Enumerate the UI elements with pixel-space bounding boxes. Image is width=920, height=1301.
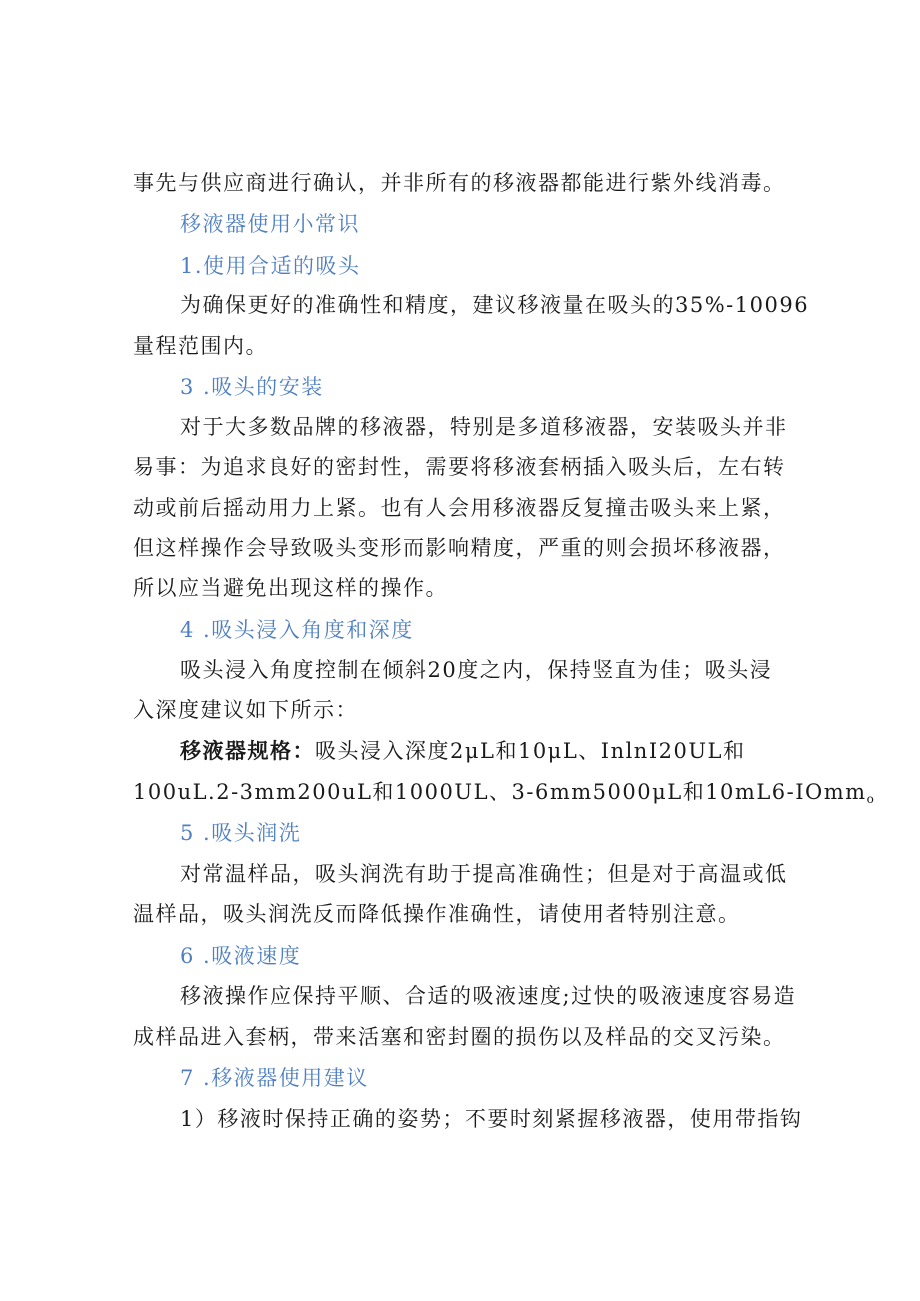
intro-paragraph-tail: 事先与供应商进行确认，并非所有的移液器都能进行紫外线消毒。 bbox=[133, 171, 786, 195]
paragraph-1-line-1: 为确保更好的准确性和精度，建议移液量在吸头的35%-10096 bbox=[180, 293, 810, 317]
heading-6: 6 .吸液速度 bbox=[180, 944, 302, 968]
spec-line-2-text: 100uL.2-3mm200uL和1000UL、3-6mm5000μL和10mL6-IOmm bbox=[133, 780, 867, 804]
heading-3: 3 .吸头的安装 bbox=[180, 375, 324, 399]
heading-5: 5 .吸头润洗 bbox=[180, 821, 302, 845]
paragraph-3-line-5: 所以应当避免出现这样的操作。 bbox=[133, 576, 448, 600]
heading-1: 1.使用合适的吸头 bbox=[180, 254, 361, 278]
spec-label: 移液器规格： bbox=[180, 738, 315, 763]
paragraph-5-line-2: 温样品，吸头润洗反而降低操作准确性，请使用者特别注意。 bbox=[133, 902, 741, 926]
paragraph-4-line-2: 入深度建议如下所示： bbox=[133, 698, 358, 722]
spec-line-1 bbox=[180, 736, 746, 766]
paragraph-4-line-1: 吸头浸入角度控制在倾斜20度之内，保持竖直为佳；吸头浸 bbox=[180, 658, 773, 682]
spec-line-2-subscript: o bbox=[866, 792, 874, 806]
paragraph-3-line-3: 动或前后摇动用力上紧。也有人会用移液器反复撞击吸头来上紧， bbox=[133, 496, 786, 520]
heading-7: 7 .移液器使用建议 bbox=[180, 1066, 369, 1090]
spec-line-2 bbox=[133, 777, 874, 814]
paragraph-7-line-1: 1）移液时保持正确的姿势；不要时刻紧握移液器，使用带指钩 bbox=[180, 1107, 803, 1131]
paragraph-3-line-2: 易事：为追求良好的密封性，需要将移液套柄插入吸头后，左右转 bbox=[133, 455, 786, 479]
spec-line-1-text: 吸头浸入深度2μL和10μL、InlnI20UL和 bbox=[315, 739, 746, 763]
paragraph-6-line-1: 移液操作应保持平顺、合适的吸液速度;过快的吸液速度容易造 bbox=[180, 984, 797, 1008]
paragraph-3-line-4: 但这样操作会导致吸头变形而影响精度，严重的则会损坏移液器， bbox=[133, 536, 786, 560]
heading-4: 4 .吸头浸入角度和深度 bbox=[180, 618, 414, 642]
paragraph-1-line-2: 量程范围内。 bbox=[133, 334, 268, 358]
paragraph-5-line-1: 对常温样品，吸头润洗有助于提高准确性；但是对于高温或低 bbox=[180, 862, 788, 886]
paragraph-6-line-2: 成样品进入套柄，带来活塞和密封圈的损伤以及样品的交叉污染。 bbox=[133, 1025, 786, 1049]
paragraph-3-line-1: 对于大多数品牌的移液器，特别是多道移液器，安装吸头并非 bbox=[180, 415, 788, 439]
section-title: 移液器使用小常识 bbox=[180, 212, 360, 236]
